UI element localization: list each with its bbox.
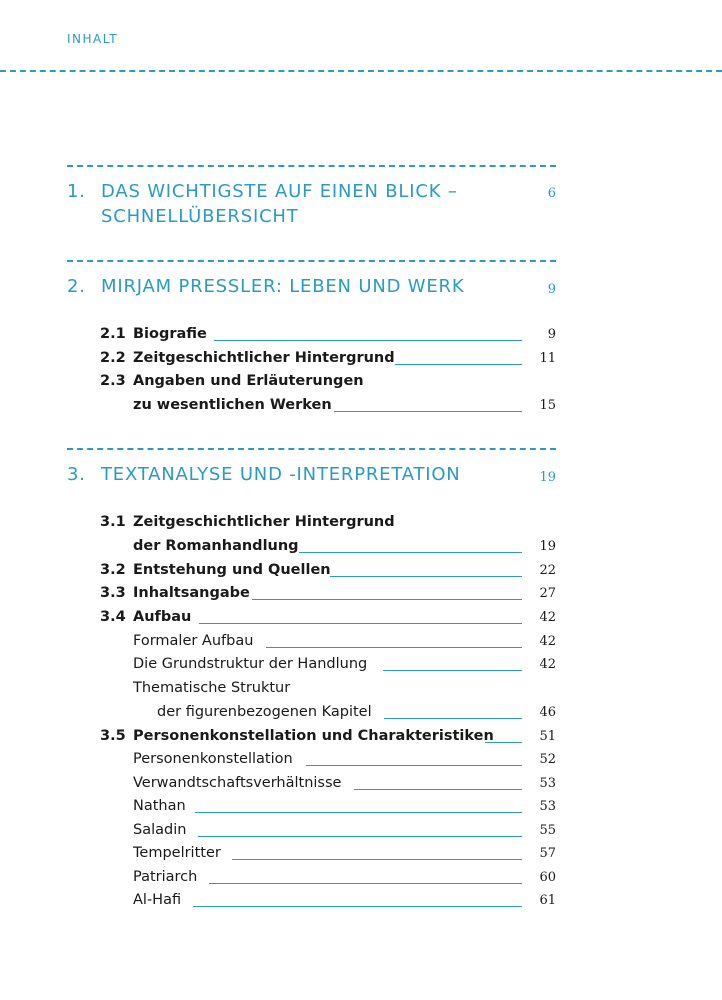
toc-entry-2-3[interactable] <box>0 373 722 393</box>
section-2-title: MIRJAM PRESSLER: LEBEN UND WERK <box>101 276 465 297</box>
entry-number: 3.2 <box>100 562 126 578</box>
toc-entry-2-1[interactable] <box>0 326 722 346</box>
entry-page: 53 <box>539 776 556 791</box>
entry-number: 3.4 <box>100 609 126 625</box>
dot-leader <box>214 340 522 341</box>
entry-page: 15 <box>539 398 556 413</box>
dot-leader <box>209 883 522 884</box>
dot-leader <box>383 670 522 671</box>
dot-leader <box>485 742 522 743</box>
entry-text: Thematische Struktur <box>133 680 291 696</box>
entry-number: 3.1 <box>100 514 126 530</box>
entry-number: 2.2 <box>100 350 126 366</box>
entry-text: Entstehung und Quellen <box>133 562 331 578</box>
entry-text: der Romanhandlung <box>133 538 299 554</box>
toc-subentry-verwandtschaft[interactable] <box>0 775 722 795</box>
entry-page: 55 <box>539 823 556 838</box>
entry-text: Personenkonstellation <box>133 751 293 767</box>
entry-number: 2.3 <box>100 373 126 389</box>
entry-text: Formaler Aufbau <box>133 633 254 649</box>
header-dashed-rule <box>0 70 722 72</box>
toc-entry-3-2[interactable] <box>0 562 722 582</box>
entry-page: 61 <box>539 893 556 908</box>
entry-page: 42 <box>539 610 556 625</box>
toc-subentry-saladin[interactable] <box>0 822 722 842</box>
entry-text: Zeitgeschichtlicher Hintergrund <box>133 514 395 530</box>
section-3-rule <box>67 448 556 450</box>
dot-leader <box>252 599 522 600</box>
entry-text: Patriarch <box>133 869 198 885</box>
toc-subentry-formaler-aufbau[interactable] <box>0 633 722 653</box>
entry-page: 22 <box>539 563 556 578</box>
entry-text: Saladin <box>133 822 187 838</box>
toc-subentry-nathan[interactable] <box>0 798 722 818</box>
entry-text: Al-Hafi <box>133 892 182 908</box>
dot-leader <box>354 789 522 790</box>
entry-page: 19 <box>539 539 556 554</box>
entry-page: 46 <box>539 705 556 720</box>
toc-entry-2-2[interactable] <box>0 350 722 370</box>
entry-text: Zeitgeschichtlicher Hintergrund <box>133 350 395 366</box>
dot-leader <box>299 552 522 553</box>
toc-subentry-thematische-struktur[interactable] <box>0 680 722 700</box>
section-3-title: TEXTANALYSE UND -INTERPRETATION <box>101 464 461 485</box>
entry-page: 60 <box>539 870 556 885</box>
entry-page: 42 <box>539 634 556 649</box>
dot-leader <box>334 411 522 412</box>
entry-number: 2.1 <box>100 326 126 342</box>
toc-entry-3-1[interactable] <box>0 514 722 534</box>
section-2-rule <box>67 260 556 262</box>
entry-page: 51 <box>539 729 556 744</box>
section-2-page: 9 <box>547 282 556 297</box>
header-label: INHALT <box>67 32 119 46</box>
toc-subentry-figurenbezogen[interactable] <box>0 704 722 724</box>
dot-leader <box>330 576 522 577</box>
entry-number: 3.5 <box>100 728 126 744</box>
toc-entry-3-5[interactable] <box>0 728 722 748</box>
dot-leader <box>306 765 522 766</box>
dot-leader <box>266 647 522 648</box>
entry-text: Angaben und Erläuterungen <box>133 373 364 389</box>
entry-text: Aufbau <box>133 609 192 625</box>
entry-text: der figurenbezogenen Kapitel <box>157 704 372 720</box>
toc-subentry-grundstruktur[interactable] <box>0 656 722 676</box>
entry-page: 9 <box>547 327 556 342</box>
toc-subentry-tempelritter[interactable] <box>0 845 722 865</box>
dot-leader <box>193 906 522 907</box>
entry-text: Biografie <box>133 326 207 342</box>
dot-leader <box>232 859 522 860</box>
section-1-page: 6 <box>547 186 556 201</box>
section-3-page: 19 <box>539 470 556 485</box>
section-1-title-line2: SCHNELLÜBERSICHT <box>101 206 299 227</box>
dot-leader <box>384 718 522 719</box>
toc-entry-3-4[interactable] <box>0 609 722 629</box>
toc-subentry-al-hafi[interactable] <box>0 892 722 912</box>
dot-leader <box>198 836 522 837</box>
dot-leader <box>395 364 522 365</box>
entry-text: zu wesentlichen Werken <box>133 397 332 413</box>
entry-page: 27 <box>539 586 556 601</box>
toc-entry-3-1-cont[interactable] <box>0 538 722 558</box>
entry-text: Die Grundstruktur der Handlung <box>133 656 368 672</box>
entry-page: 53 <box>539 799 556 814</box>
entry-text: Tempelritter <box>133 845 221 861</box>
entry-text: Inhaltsangabe <box>133 585 250 601</box>
entry-page: 42 <box>539 657 556 672</box>
section-3-number: 3. <box>67 464 86 485</box>
entry-text: Personenkonstellation und Charakteristiken <box>133 728 494 744</box>
toc-entry-2-3-cont[interactable] <box>0 397 722 417</box>
toc-subentry-personenkonstellation[interactable] <box>0 751 722 771</box>
entry-text: Verwandtschaftsverhältnisse <box>133 775 342 791</box>
entry-page: 11 <box>539 351 556 366</box>
entry-text: Nathan <box>133 798 186 814</box>
dot-leader <box>199 623 522 624</box>
entry-page: 52 <box>539 752 556 767</box>
entry-number: 3.3 <box>100 585 126 601</box>
toc-subentry-patriarch[interactable] <box>0 869 722 889</box>
dot-leader <box>195 812 522 813</box>
entry-page: 57 <box>539 846 556 861</box>
section-2-number: 2. <box>67 276 86 297</box>
section-1-title-line1: DAS WICHTIGSTE AUF EINEN BLICK – <box>101 181 458 202</box>
section-1-rule <box>67 165 556 167</box>
section-1-number: 1. <box>67 181 86 202</box>
toc-entry-3-3[interactable] <box>0 585 722 605</box>
